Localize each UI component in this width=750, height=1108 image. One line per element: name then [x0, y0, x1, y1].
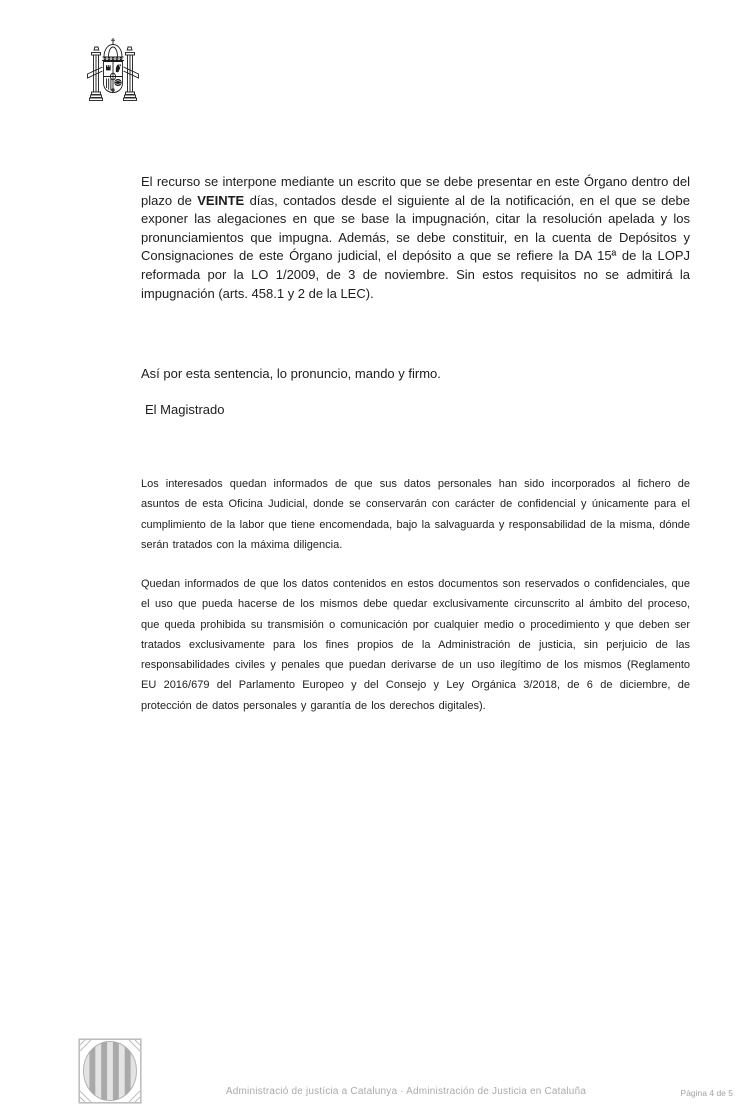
signature-title: El Magistrado: [145, 402, 225, 417]
appeal-instructions-text-2: días, contados desde el siguiente al de la notificación, en el que se debe exponer las alegaciones en que se base la impugnación, citar la resolución apelada y los pronunciamientos que impugna. Además, se debe constituir, en la cuenta de Depósitos y Consignaciones de este Órgano judicial, el depósito a que se refiere la DA 15ª de la LOPJ reformada por la LO 1/2009, de 3 de noviembre. Sin estos requisitos no se admitirá la impugnación (arts. 458.1 y 2 de la LEC).: [141, 192, 690, 301]
closing-formula: Así por esta sentencia, lo pronuncio, mando y firmo.: [141, 366, 441, 381]
privacy-notice-1: Los interesados quedan informados de que sus datos personales han sido incorporados al fichero de asuntos de esta Oficina Judicial, donde se conservarán con carácter de confidencial y únicamente para el cumplimiento de la labor que tiene encomendada, bajo la salvaguarda y responsabilidad de la misma, dónde serán tratados con la máxima diligencia.: [141, 478, 690, 551]
appeal-instructions-paragraph: [141, 173, 690, 303]
spain-coat-of-arms-icon: [85, 37, 141, 105]
deadline-emphasis: VEINTE: [197, 192, 245, 208]
privacy-notice-2: Quedan informados de que los datos contenidos en estos documentos son reservados o confidenciales, que el uso que pueda hacerse de los mismos debe quedar exclusivamente circunscrito al ámbito del proceso, que queda prohibida su transmisión o comunicación por cualquier medio o procedimiento y que deben ser tratados exclusivamente para los fines propios de la Administración de justicia, sin perjuicio de las responsabilidades civiles y penales que puedan derivarse de un uso ilegítimo de los mismos (Reglamento EU 2016/679 del Parlamento Europeo y del Consejo y Ley Orgánica 3/2018, de 6 de diciembre, de protección de datos personales y garantía de los derechos digitales).: [141, 578, 690, 712]
page-indicator: Pàgina 4 de 5: [680, 1088, 733, 1098]
footer-administration-label: Administració de justícia a Catalunya · Administración de Justicia en Cataluña: [225, 1086, 587, 1097]
appeal-instructions-text-1: El recurso se interpone mediante un escrito que se debe presentar en este Órgano dentro del plazo de: [141, 174, 690, 208]
